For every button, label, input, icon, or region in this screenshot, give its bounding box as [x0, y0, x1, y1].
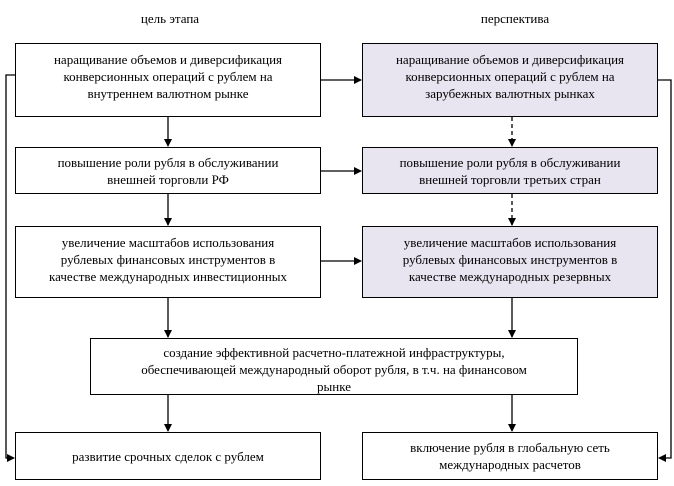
box-line: наращивание объемов и диверсификация — [395, 52, 625, 67]
box-line: повышение роли рубля в обслуживании — [57, 155, 279, 170]
box-line: рынке — [317, 379, 351, 394]
box-line: внешней торговли третьих стран — [419, 172, 601, 187]
box-line: качестве международных инвестиционных — [48, 269, 288, 284]
box-line: внешней торговли РФ — [107, 172, 229, 187]
box-line: развитие срочных сделок с рублем — [72, 448, 264, 464]
box-line: зарубежных валютных рынках — [425, 86, 595, 101]
bracket-right — [658, 80, 671, 458]
box-line: включение рубля в глобальную сеть — [410, 440, 610, 455]
box-line: увеличение масштабов использования — [403, 235, 617, 250]
box-line: конверсионных операций с рублем на — [63, 69, 273, 84]
box-line: рублевых финансовых инструментов в — [60, 252, 276, 267]
box-line: рублевых финансовых инструментов в — [402, 252, 618, 267]
box-line: обеспечивающей международный оборот рубля, в т.ч. на финансовом — [141, 362, 527, 377]
box-line: конверсионных операций с рублем на — [405, 69, 615, 84]
box-line: международных расчетов — [439, 457, 581, 472]
box-line: внутреннем валютном рынке — [87, 86, 249, 101]
left-column-header: цель этапа — [140, 11, 200, 26]
bracket-left — [6, 75, 15, 458]
right-column-header: перспектива — [480, 11, 550, 26]
box-line: наращивание объемов и диверсификация — [53, 52, 283, 67]
box-line: создание эффективной расчетно-платежной инфраструктуры, — [163, 345, 505, 360]
box-line: увеличение масштабов использования — [61, 235, 275, 250]
box-line: повышение роли рубля в обслуживании — [399, 155, 621, 170]
box-line: качестве международных резервных — [408, 269, 612, 284]
